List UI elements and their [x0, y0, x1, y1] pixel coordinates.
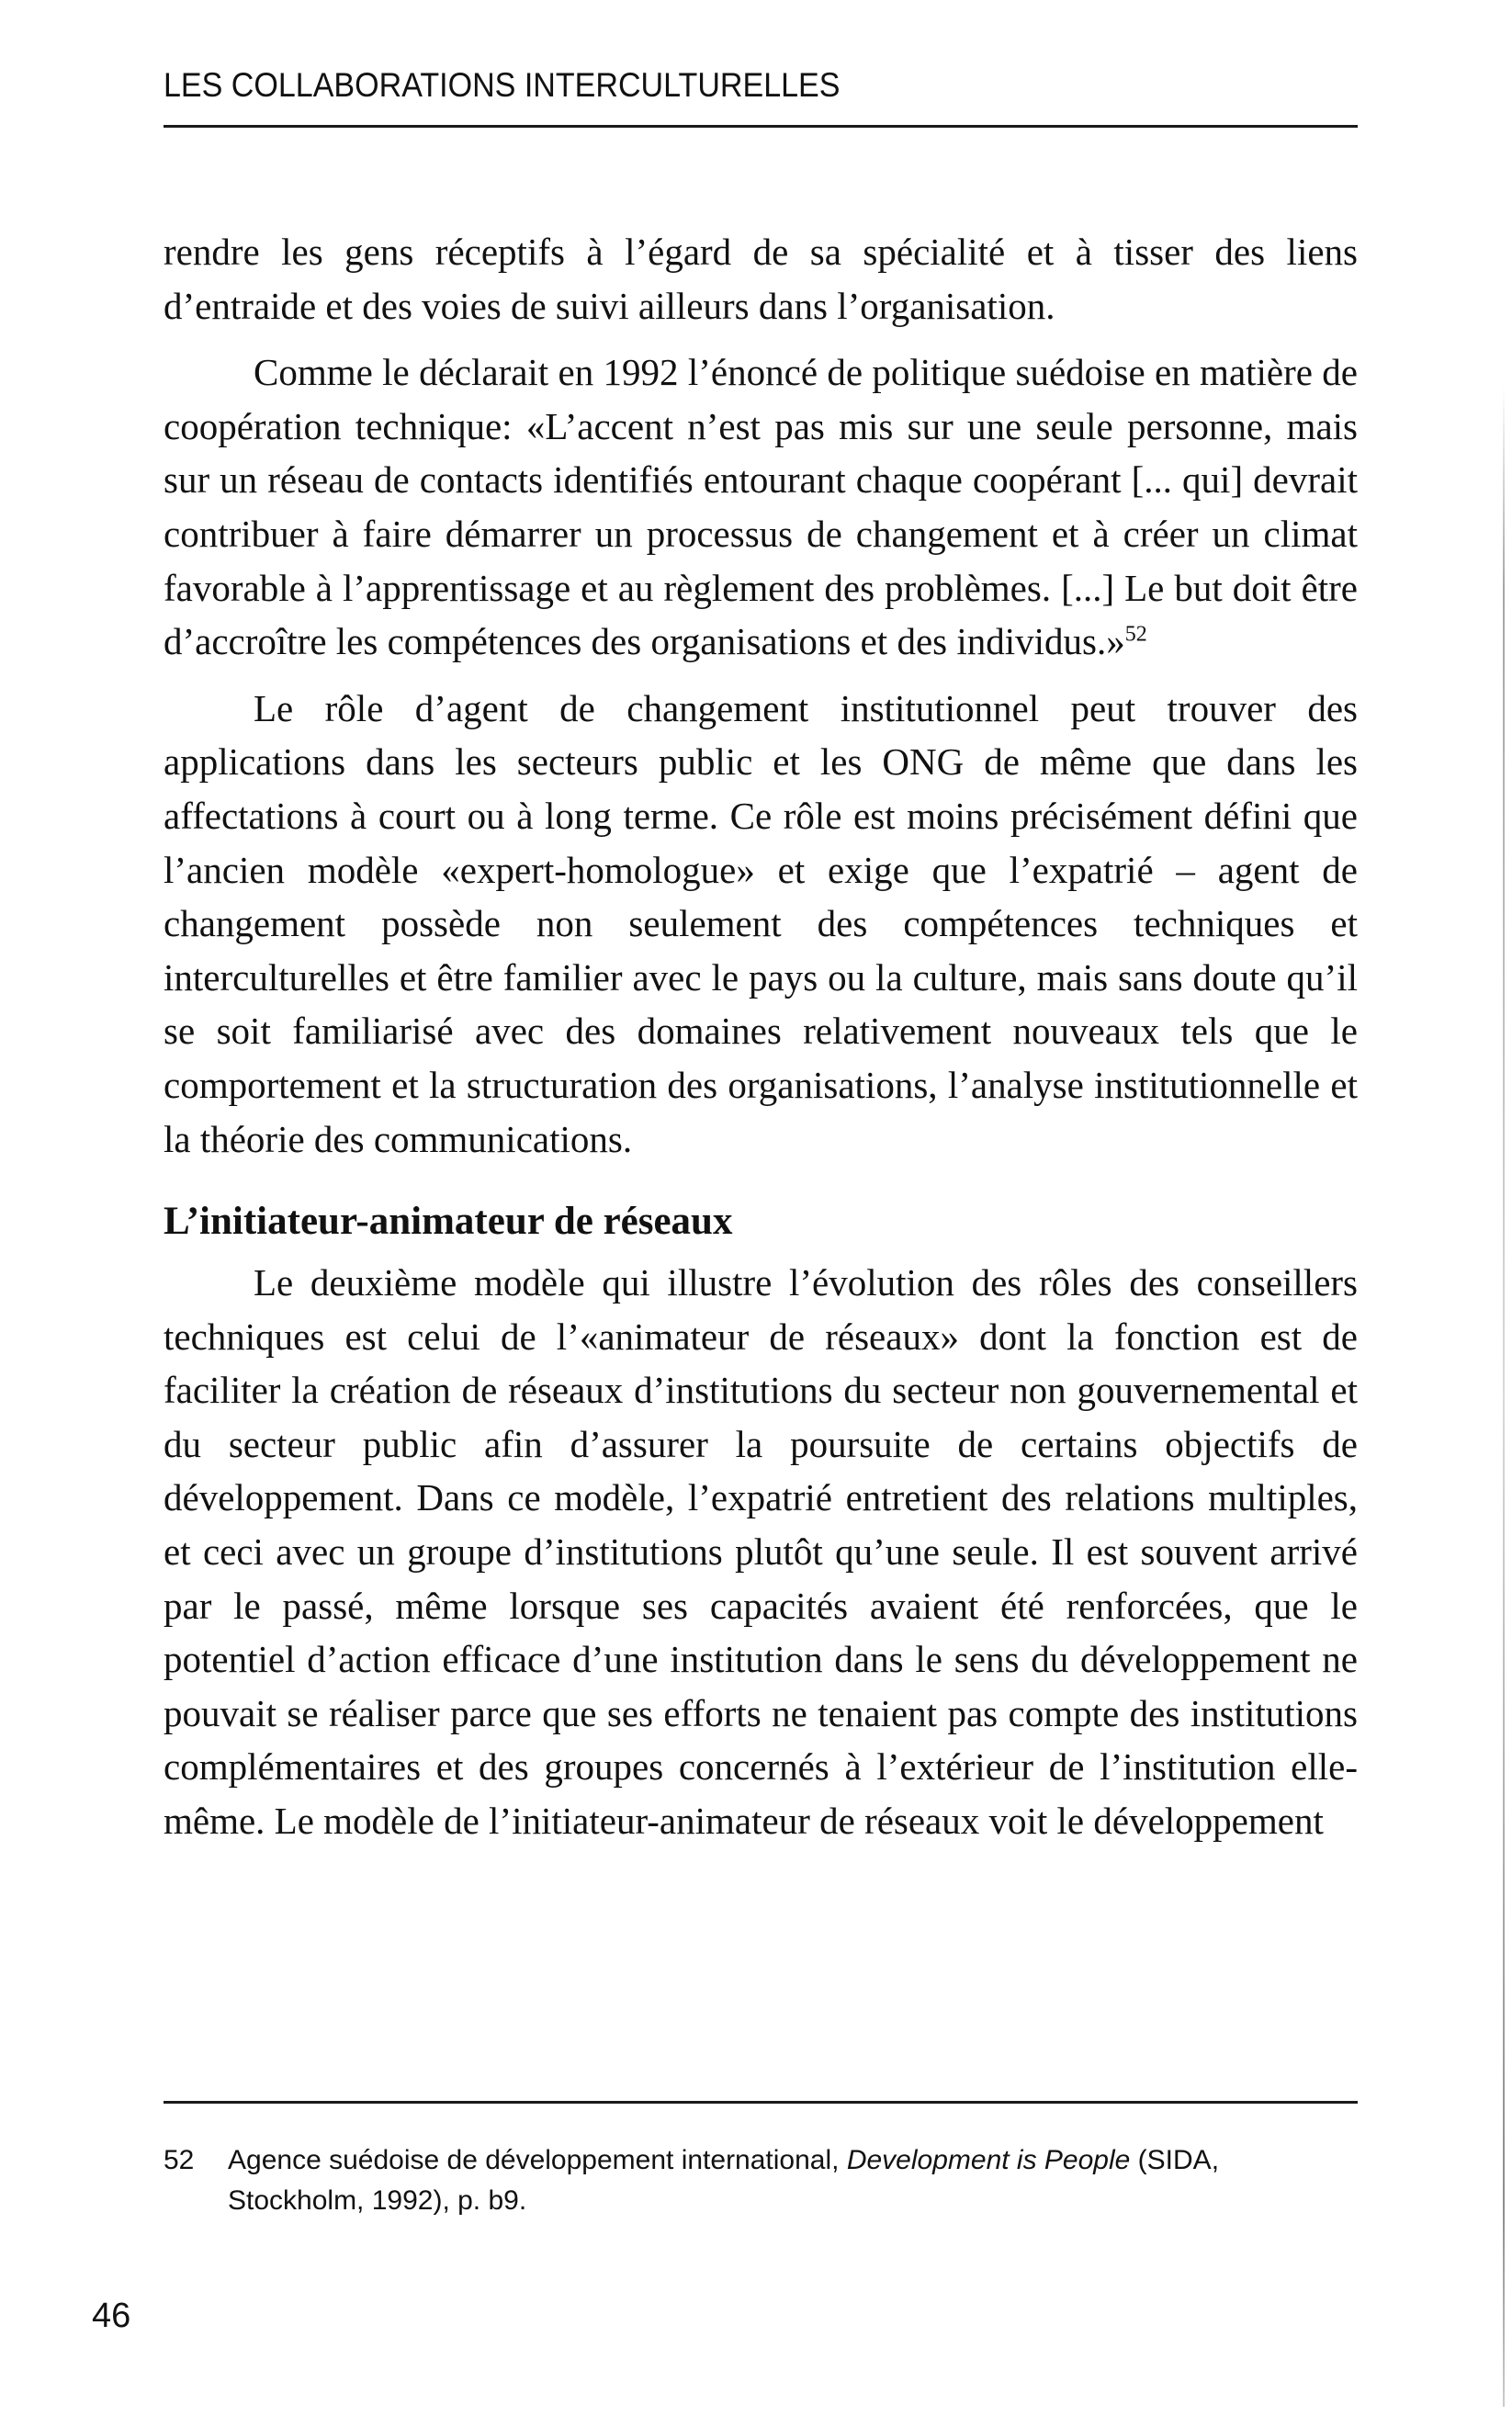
scan-edge-line: [1503, 386, 1505, 2407]
footnote-reference-52: 52: [1124, 622, 1147, 647]
footnote-rule: [164, 2101, 1358, 2104]
paragraph-2: [164, 345, 1358, 669]
running-header: LES COLLABORATIONS INTERCULTURELLES: [164, 66, 841, 104]
footnote-text-after: (SIDA, Stockholm, 1992), p. b9.: [228, 2145, 1220, 2216]
section-heading: L’initiateur-animateur de réseaux: [164, 1200, 733, 1244]
main-text: [164, 225, 1358, 1848]
header-rule: [164, 125, 1358, 128]
paragraph-2-text: Comme le déclarait en 1992 l’énoncé de politique suédoise en matière de coopération technique: «L’accent n’est pas mis sur une seule personne, mais sur un réseau de contacts identifiés entourant chaque coopérant [... qui] devrait contribuer à faire démarrer un processus de changement et à créer un climat favorable à l’apprentissage et au règlement des problèmes. [...] Le but doit être d’accroître les compétences des organisations et des individus.»: [164, 351, 1358, 663]
footnote-number: 52: [164, 2145, 195, 2175]
footnote-text-before: Agence suédoise de développement international,: [228, 2145, 847, 2175]
paragraph-3: Le rôle d’agent de changement institutionnel peut trouver des applications dans les secteurs public et les ONG de même que dans les affectations à court ou à long terme. Ce rôle est moins précisément défini que l’ancien modèle «expert-homologue» et exige que l’expatrié – agent de changement possède non seulement des compétences techniques et interculturelles et être familier avec le pays ou la culture, mais sans doute qu’il se soit familiarisé avec des domaines relativement nouveaux tels que le comportement et la structuration des organisations, l’analyse institutionnelle et la théorie des communications.: [164, 686, 1358, 1160]
page-number: 46: [92, 2297, 131, 2335]
footnote-title: Development is People: [846, 2145, 1131, 2175]
footnote-text: [228, 2140, 1358, 2221]
footnote-52: [164, 2140, 1358, 2221]
paragraph-1: rendre les gens réceptifs à l’égard de sa spécialité et à tisser des liens d’entraide et des voies de suivi ailleurs dans l’organisation.: [164, 231, 1358, 327]
paragraph-4: Le deuxième modèle qui illustre l’évolution des rôles des conseillers techniques est celui de l’«animateur de réseaux» dont la fonction est de faciliter la création de réseaux d’institutions du secteur non gouvernemental et du secteur public afin d’assurer la poursuite de certains objectifs de développement. Dans ce modèle, l’expatrié entretient des relations multiples, et ceci avec un groupe d’institutions plutôt qu’une seule. Il est souvent arrivé par le passé, même lorsque ses capacités avaient été renforcées, que le potentiel d’action efficace d’une institution dans le sens du développement ne pouvait se réaliser parce que ses efforts ne tenaient pas compte des institutions complémentaires et des groupes concernés à l’extérieur de l’institution elle-même. Le modèle de l’initiateur-animateur de réseaux voit le développement: [164, 1261, 1358, 1843]
